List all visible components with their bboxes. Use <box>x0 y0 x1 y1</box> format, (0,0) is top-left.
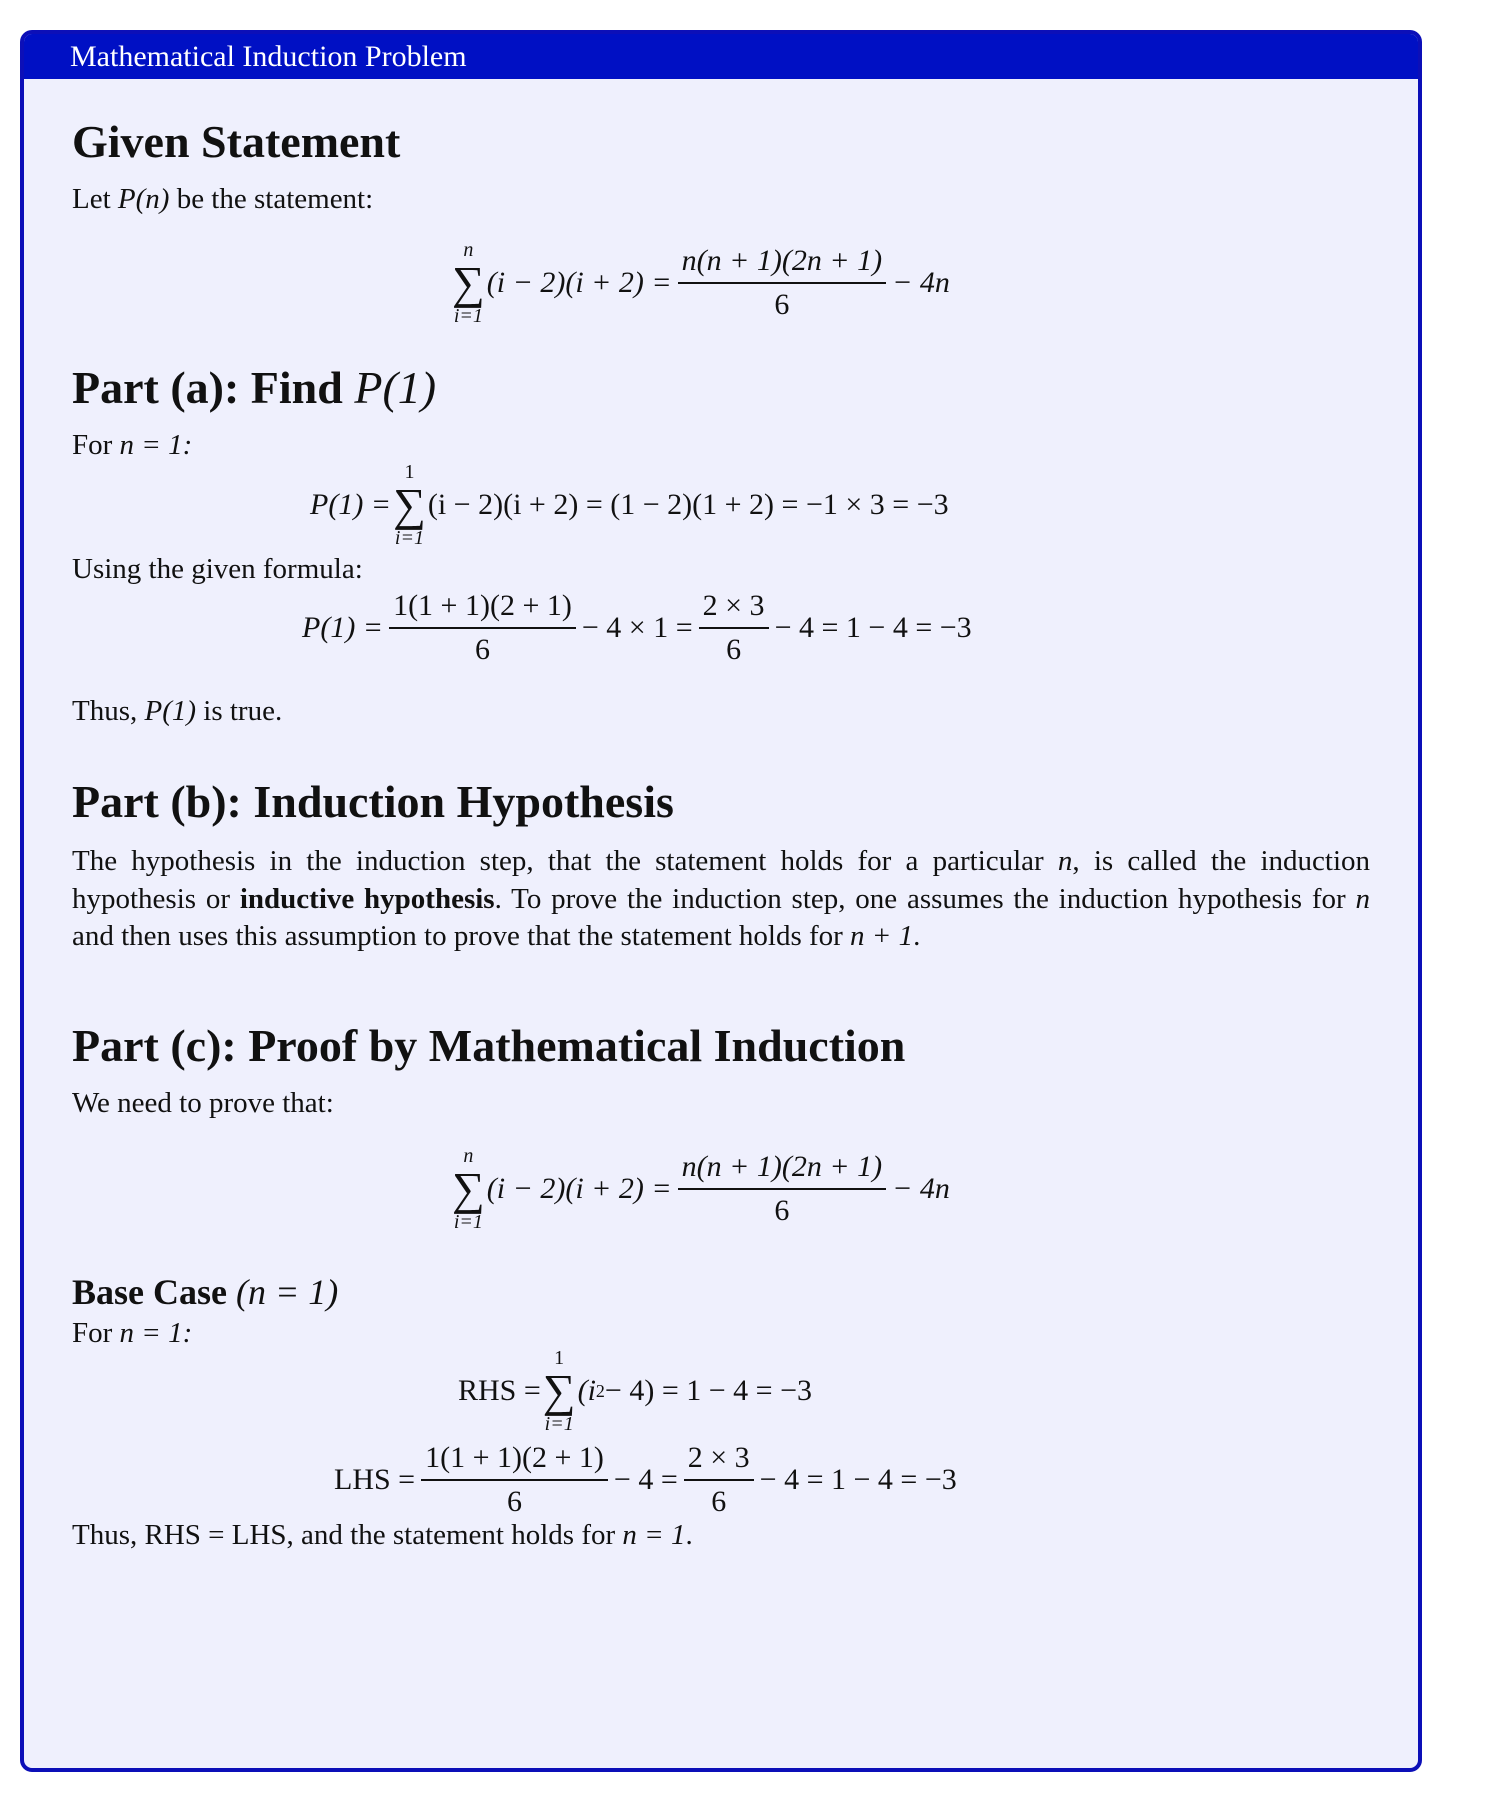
sum-lower-limit: i=1 <box>394 527 424 549</box>
base-heading-math: (n = 1) <box>236 1272 339 1312</box>
for-text: For <box>72 1317 113 1349</box>
part-a-thus <box>72 695 282 728</box>
rhs-rest-b: − 4) = 1 − 4 = −3 <box>604 1374 812 1407</box>
given-intro-text: be the statement: <box>176 183 374 215</box>
sigma-glyph: ∑ <box>542 1365 576 1416</box>
p3: . To prove the induction step, one assumes the induction hypothesis for <box>494 882 1346 915</box>
conclusion-end: . <box>685 1519 693 1551</box>
sum-upper-limit: 1 <box>554 1347 565 1369</box>
fraction <box>678 244 886 322</box>
lhs-lead: LHS = <box>334 1463 416 1496</box>
given-heading: Given Statement <box>72 116 401 167</box>
part-a-using: Using the given formula: <box>72 553 363 585</box>
fraction <box>421 1441 608 1519</box>
p4-math: n + 1 <box>850 920 914 952</box>
given-let: Let <box>72 183 111 215</box>
part-c-equation <box>450 1145 950 1233</box>
part-c-for <box>72 1317 192 1350</box>
fraction <box>678 1150 886 1228</box>
fraction-denominator: 6 <box>774 1194 790 1227</box>
p3-n: n <box>1355 882 1371 915</box>
given-equation <box>450 239 950 327</box>
lhs-tail: − 4 = 1 − 4 = −3 <box>759 1463 957 1496</box>
part-a-heading <box>72 361 436 414</box>
eq-tail: − 4n <box>892 266 950 299</box>
part-c-conclusion <box>72 1519 693 1552</box>
part-a-eq2 <box>302 589 972 667</box>
part-a-eq1 <box>310 461 949 549</box>
rhs-equation <box>458 1347 812 1435</box>
eq1-rest: (i − 2)(i + 2) = (1 − 2)(1 + 2) = −1 × 3 = −3 <box>427 488 949 521</box>
p4: and then uses this assumption to prove that the statement holds for <box>72 920 843 952</box>
p2-bold: inductive hypothesis <box>239 882 495 915</box>
thus-post: is true. <box>203 695 283 727</box>
problem-card <box>20 30 1422 1772</box>
eq1-lead: P(1) = <box>310 488 392 521</box>
fraction-numerator: 2 × 3 <box>684 1441 754 1481</box>
fraction-numerator: n(n + 1)(2n + 1) <box>678 1150 886 1190</box>
given-intro <box>72 183 373 216</box>
for-text: For <box>72 429 113 461</box>
thus-math: P(1) <box>144 695 197 727</box>
p4-end: . <box>913 920 921 952</box>
p1-n: n <box>1057 845 1073 877</box>
given-pn: P(n) <box>117 183 170 215</box>
eq2-tail: − 4 = 1 − 4 = −3 <box>774 611 972 644</box>
thus-pre: Thus, <box>72 695 138 727</box>
part-a-heading-math: P(1) <box>354 362 437 413</box>
eq-lhs: (i − 2)(i + 2) = <box>486 266 672 299</box>
card-content <box>72 79 1370 1768</box>
fraction-denominator: 6 <box>507 1485 522 1518</box>
fraction-denominator: 6 <box>774 288 790 321</box>
fraction-denominator: 6 <box>711 1485 727 1518</box>
fraction-numerator: 1(1 + 1)(2 + 1) <box>421 1441 608 1481</box>
fraction-numerator: 2 × 3 <box>699 589 769 629</box>
base-heading-text: Base Case <box>72 1272 227 1312</box>
fraction <box>699 589 769 667</box>
eq2-mid: − 4 × 1 = <box>581 611 693 644</box>
conclusion-text: Thus, RHS = LHS, and the statement holds for <box>72 1519 616 1551</box>
sum-symbol <box>393 461 426 549</box>
sum-symbol <box>543 1347 576 1435</box>
part-a-for <box>72 429 192 462</box>
rhs-lead: RHS = <box>458 1374 541 1407</box>
sum-symbol <box>452 1145 485 1233</box>
fraction-numerator: 1(1 + 1)(2 + 1) <box>389 589 576 629</box>
p1: The hypothesis in the induction step, that the statement holds for a particular <box>72 845 1044 877</box>
sum-upper-limit: 1 <box>404 461 415 483</box>
for-math: n = 1: <box>119 1317 193 1349</box>
card-title: Mathematical Induction Problem <box>24 34 1418 79</box>
sigma-glyph: ∑ <box>452 257 485 308</box>
fraction-numerator: n(n + 1)(2n + 1) <box>678 244 886 284</box>
sum-symbol <box>452 239 485 327</box>
sum-lower-limit: i=1 <box>544 1413 574 1435</box>
rhs-rest-a: (i <box>577 1374 596 1407</box>
part-c-heading: Part (c): Proof by Mathematical Induction <box>72 1020 906 1071</box>
part-c-need: We need to prove that: <box>72 1087 334 1119</box>
sum-lower-limit: i=1 <box>453 1211 483 1233</box>
sigma-glyph: ∑ <box>393 479 426 530</box>
eq-lhs: (i − 2)(i + 2) = <box>486 1172 672 1205</box>
lhs-equation <box>334 1441 957 1519</box>
conclusion-math: n = 1 <box>622 1519 686 1551</box>
sum-upper-limit: n <box>463 239 474 261</box>
fraction-denominator: 6 <box>474 633 490 666</box>
sum-upper-limit: n <box>463 1145 474 1167</box>
base-case-heading <box>72 1271 338 1313</box>
eq-tail: − 4n <box>892 1172 950 1205</box>
part-a-heading-text: Part (a): Find <box>72 362 343 413</box>
lhs-mid: − 4 = <box>613 1463 678 1496</box>
fraction <box>684 1441 754 1519</box>
for-math: n = 1: <box>119 429 193 461</box>
rhs-sup: 2 <box>595 1380 605 1401</box>
fraction-denominator: 6 <box>726 633 742 666</box>
fraction <box>389 589 576 667</box>
sigma-glyph: ∑ <box>452 1163 485 1214</box>
part-b-paragraph <box>72 843 1370 956</box>
sum-lower-limit: i=1 <box>453 305 483 327</box>
eq2-lead: P(1) = <box>302 611 384 644</box>
part-b-heading: Part (b): Induction Hypothesis <box>72 776 674 827</box>
p2: , is called the induction hypothesis or <box>72 845 1370 915</box>
